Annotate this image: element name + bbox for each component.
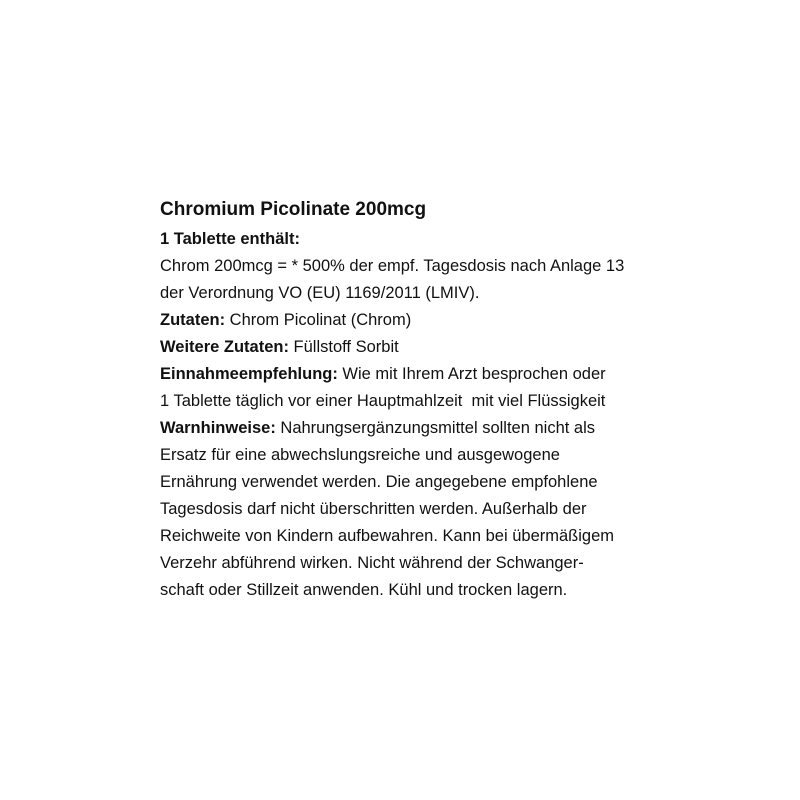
supplement-facts-text <box>160 196 760 604</box>
ingredients-label: Zutaten: <box>160 311 226 329</box>
dosage-label: Einnahmeempfehlung: <box>160 365 338 383</box>
warnings-label: Warnhinweise: <box>160 419 276 437</box>
ingredients-value: Chrom Picolinat (Chrom) <box>225 311 412 329</box>
warnings-line: Reichweite von Kindern aufbewahren. Kann bei übermäßigem <box>160 527 615 545</box>
warnings-line: Ernährung verwendet werden. Die angegebene empfohlene <box>160 473 598 491</box>
warnings-row <box>160 415 760 442</box>
warnings-line: schaft oder Stillzeit anwenden. Kühl und trocken lagern. <box>160 581 568 599</box>
other-ingredients-row <box>160 334 760 361</box>
other-ingredients-value: Füllstoff Sorbit <box>288 338 399 356</box>
warnings-line: Ersatz für eine abwechslungsreiche und ausgewogene <box>160 446 560 464</box>
content-line-2: der Verordnung VO (EU) 1169/2011 (LMIV). <box>160 284 480 302</box>
warnings-value: Nahrungsergänzungsmittel sollten nicht als <box>275 419 595 437</box>
content-line-1: Chrom 200mcg = * 500% der empf. Tagesdosis nach Anlage 13 <box>160 257 625 275</box>
dosage-value: Wie mit Ihrem Arzt besprochen oder <box>337 365 606 383</box>
dosage-line-2: 1 Tablette täglich vor einer Hauptmahlzeit mit viel Flüssigkeit <box>160 392 606 410</box>
warnings-line: Verzehr abführend wirken. Nicht während der Schwanger- <box>160 554 584 572</box>
ingredients-row <box>160 307 760 334</box>
other-ingredients-label: Weitere Zutaten: <box>160 338 289 356</box>
product-title: Chromium Picolinate 200mcg <box>160 199 427 220</box>
warnings-line: Tagesdosis darf nicht überschritten werden. Außerhalb der <box>160 500 587 518</box>
dosage-row <box>160 361 760 388</box>
tablet-contents-heading: 1 Tablette enthält: <box>160 230 300 248</box>
